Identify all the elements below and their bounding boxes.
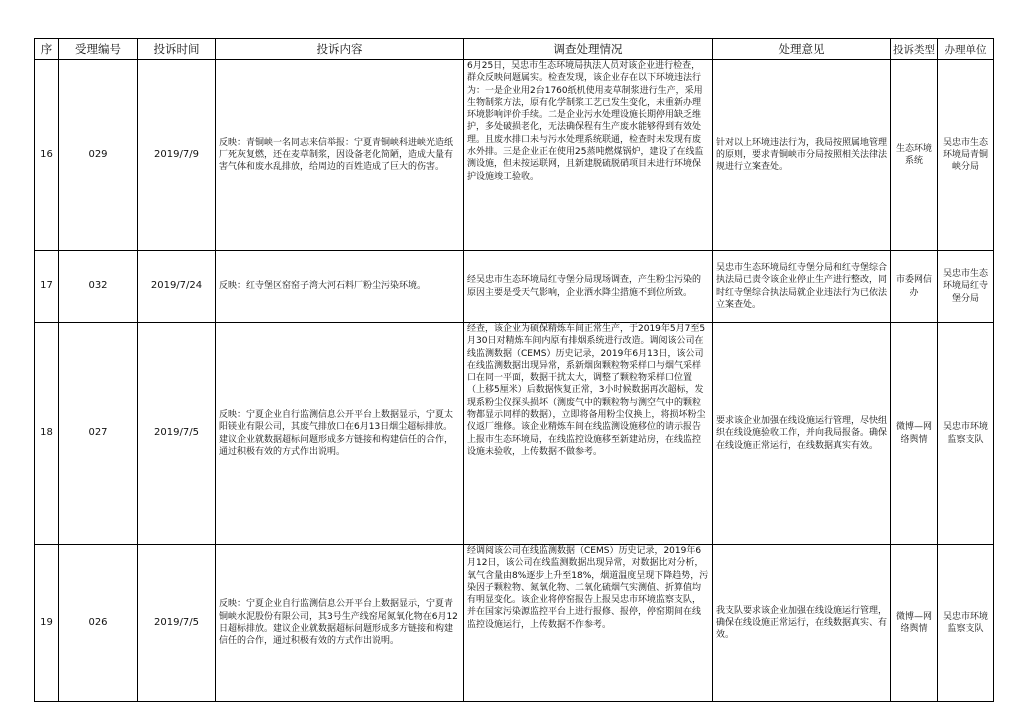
cell-opinion: 针对以上环境违法行为，我局按照属地管理的原则，要求青铜峡市分局按照相关法律法规进行立案查处。 [713,60,891,251]
cell-seq: 17 [35,251,59,323]
complaint-table-sheet [34,38,993,710]
header-opinion: 处理意见 [713,39,891,60]
table-row [35,251,994,323]
cell-content: 反映：红寺堡区窑窑子湾大河石料厂粉尘污染环境。 [216,251,464,323]
cell-investigation [464,60,713,251]
cell-code: 026 [59,545,138,702]
cell-code: 029 [59,60,138,251]
cell-opinion: 要求该企业加强在线设施运行管理，尽快组织在线设施验收工作，并向我局报备。确保在线设施正常运行，在线数据真实有效。 [713,323,891,545]
header-seq: 序 [35,39,59,60]
cell-content: 反映：青铜峡一名同志来信举报：宁夏青铜峡科进峡光造纸厂死灰复燃，还在麦草制浆，因设备老化简陋，造成大量有害气体和废水乱排放，给周边的百姓造成了巨大的伤害。 [216,60,464,251]
header-row [35,39,994,60]
cell-unit: 吴忠市生态环境局青铜峡分局 [938,60,994,251]
investigation-text: 经查，该企业为硕保精炼车间正常生产，于2019年5月7至5月30日对精炼车间内原有排烟系统进行改造。调阅该公司在线监测数据（CEMS）历史记录，2019年6月13日，该公司在线监测数据出现异常，系新烟囱颗粒物采样口与烟气采样口在同一平面，数据干扰太大，调整了颗粒物采样口位置（上移5厘米）后数据恢复正常，3小时候数据再次超标，发现系粉尘仪探头损坏（测废气中的颗粒物与测空气中的颗粒物都显示同样的数据），立即将备用粉尘仪换上，将损坏粉尘仪返厂维修。该企业精炼车间在线监测设施移位的请示报告上报市生态环境局，在线监控设施移至新建站房，在线监控设施未验收，上传数据不做参考。 [467,324,706,457]
cell-time: 2019/7/24 [138,251,216,323]
cell-type: 微博—网络舆情 [891,323,938,545]
cell-type: 微博—网络舆情 [891,545,938,702]
cell-opinion: 我支队要求该企业加强在线设施运行管理，确保在线设施正常运行，在线数据真实、有效。 [713,545,891,702]
cell-time: 2019/7/5 [138,545,216,702]
cell-seq: 19 [35,545,59,702]
cell-time: 2019/7/5 [138,323,216,545]
cell-unit: 吴忠市环境监察支队 [938,545,994,702]
cell-time: 2019/7/9 [138,60,216,251]
header-investigation: 调查处理情况 [464,39,713,60]
cell-unit: 吴忠市生态环境局红寺堡分局 [938,251,994,323]
cell-investigation [464,323,713,545]
cell-investigation: 经吴忠市生态环境局红寺堡分局现场调查，产生粉尘污染的原因主要是受天气影响，企业洒水降尘措施不到位所致。 [464,251,713,323]
header-type: 投诉类型 [891,39,938,60]
table-row [35,545,994,702]
cell-opinion: 吴忠市生态环境局红寺堡分局和红寺堡综合执法局已责令该企业停止生产进行整改，同时红寺堡综合执法局就企业违法行为已依法立案查处。 [713,251,891,323]
cell-content: 反映：宁夏企业自行监测信息公开平台上数据显示，宁夏太阳镁业有限公司，其废气排放口在6月13日烟尘超标排放。建议企业就数据超标问题形成多方链接和构建信任的合作，通过积极有效的方式作出说明。 [216,323,464,545]
header-unit: 办理单位 [938,39,994,60]
header-time: 投诉时间 [138,39,216,60]
cell-code: 027 [59,323,138,545]
table-row [35,60,994,251]
cell-content: 反映：宁夏企业自行监测信息公开平台上数据显示，宁夏青铜峡水泥股份有限公司，其3号生产线窑尾氮氧化物在6月12日超标排放。建议企业就数据超标问题形成多方链接和构建信任的合作，通过积极有效的方式作出说明。 [216,545,464,702]
cell-unit: 吴忠市环境监察支队 [938,323,994,545]
cell-type: 市委网信办 [891,251,938,323]
cell-seq: 18 [35,323,59,545]
table-row [35,323,994,545]
cell-type: 生态环境系统 [891,60,938,251]
cell-code: 032 [59,251,138,323]
complaint-table [34,38,994,702]
investigation-text: 经调阅该公司在线监测数据（CEMS）历史记录，2019年6月12日，该公司在线监测数据出现异常，对数据比对分析，氧气含量由8%逐步上升至18%，烟道温度呈现下降趋势，污染因子颗粒物、氮氧化物、二氧化硫烟气实测值、折算值均有明显变化。该企业将停窑报告上报吴忠市环境监察支队，并在国家污染源监控平台上进行报修、报停，停窑期间在线监控设施运行，上传数据不作参考。 [467,546,709,630]
cell-seq: 16 [35,60,59,251]
header-content: 投诉内容 [216,39,464,60]
header-code: 受理编号 [59,39,138,60]
cell-investigation [464,545,713,702]
investigation-text: 6月25日，吴忠市生态环境局执法人员对该企业进行检查，群众反映问题属实。检查发现，该企业存在以下环境违法行为：一是企业用2台1760纸机使用麦草制浆进行生产，采用生物制浆方法，原有化学制浆工艺已发生变化，未重新办理环境影响评价手续。二是企业污水处理设施长期停用缺乏维护，多处破损老化，无法确保程有生产废水能够得到有效处理。且废水排口未与污水处理系统联通，检查时未发现有废水外排。三是企业正在使用25蒸吨燃煤锅炉，建设了在线监测设施，但未按运联网，且新建脱硫脱硝项目未进行环境保护设施竣工验收。 [467,61,704,182]
